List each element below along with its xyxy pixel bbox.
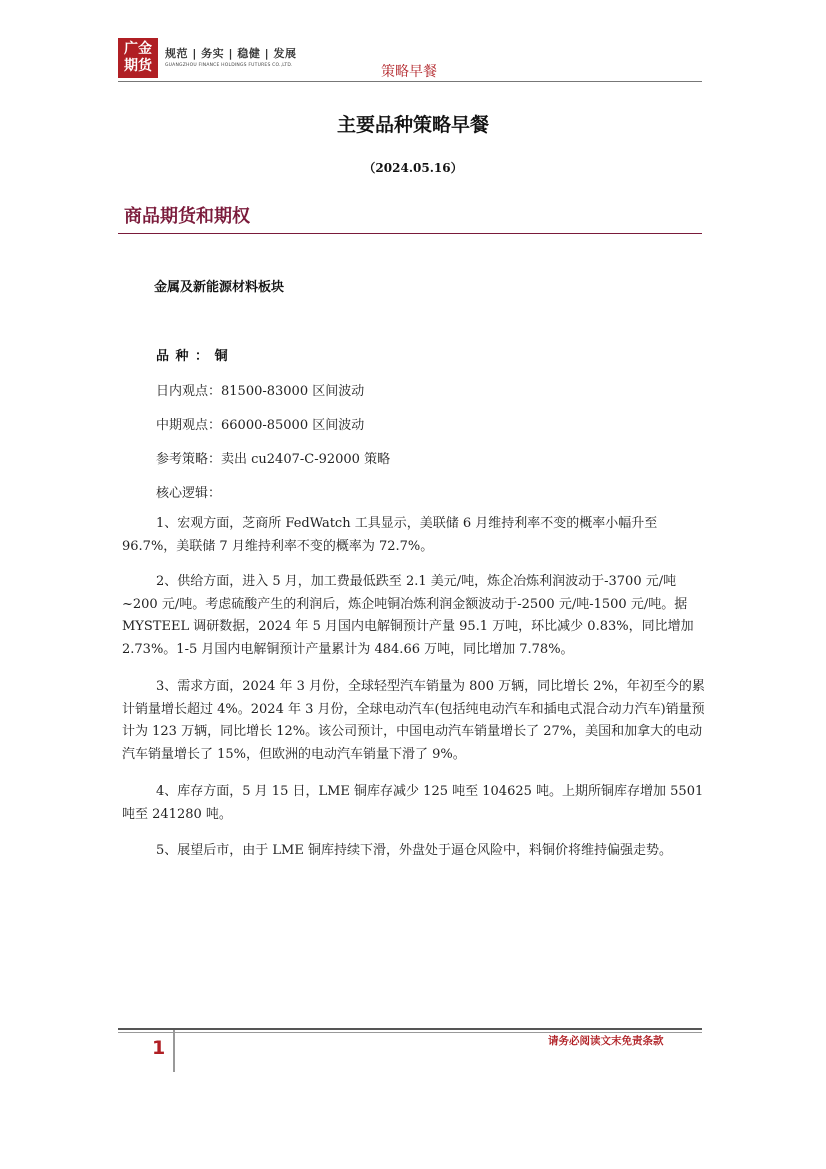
intraday-view: 日内观点：81500-83000 区间波动: [156, 384, 365, 399]
midterm-view: 中期观点：66000-85000 区间波动: [156, 418, 365, 433]
paragraph-inventory: 4、库存方面，5 月 15 日，LME 铜库存减少 125 吨至 104625 吨。上期所铜库存增加 5501 吨至 241280 吨。: [122, 784, 704, 822]
footer-divider: [118, 1028, 702, 1030]
paragraph-supply: 2、供给方面，进入 5 月，加工费最低跌至 2.1 美元/吨，炼企冶炼利润波动于-3700 元/吨~200 元/吨。考虑硫酸产生的利润后，炼企吨铜冶炼利润金额波动于-2500 元/吨-1500 元/吨。据 MYSTEEL 调研数据，2024 年 5 月国内电解铜预计产量 95.1 万吨，环比减少 0.83%，同比增加 2.73%。1-5 月国内电解铜预计产量累计为 484.66 万吨，同比增加 7.78%。: [122, 574, 694, 657]
core-logic-label: 核心逻辑：: [156, 486, 222, 501]
document-title: 主要品种策略早餐: [336, 114, 489, 136]
header-divider: [118, 81, 702, 82]
paragraph-outlook: 5、展望后市，由于 LME 铜库持续下滑，外盘处于逼仓风险中，料铜价将维持偏强走势。: [156, 843, 672, 858]
header-label: 策略早餐: [381, 64, 437, 80]
disclaimer-note: 请务必阅读文末免责条款: [548, 1035, 664, 1047]
section-divider: [118, 233, 702, 234]
logo-line-2: 期货: [124, 58, 152, 74]
paragraph-demand: 3、需求方面，2024 年 3 月份，全球轻型汽车销量为 800 万辆，同比增长 2%，年初至今的累计销量增长超过 4%。2024 年 3 月份，全球电动汽车(包括纯电动汽车和插电式混合动力汽车)销量预计为 123 万辆，同比增长 12%。该公司预计，中国电动汽车销量增长了 27%，美国和加拿大的电动汽车销量增长了 15%，但欧洲的电动汽车销量下滑了 9%。: [122, 679, 705, 762]
company-motto: 规范 | 务实 | 稳健 | 发展: [165, 47, 297, 60]
sector-heading: 金属及新能源材料板块: [154, 280, 285, 295]
company-logo: [118, 38, 158, 78]
section-heading: 商品期货和期权: [124, 206, 250, 227]
variety-label: 品 种 ： 铜: [156, 349, 229, 364]
logo-line-1: 广金: [124, 41, 152, 57]
document-date: （2024.05.16）: [363, 161, 463, 175]
page-number: 1: [152, 1037, 166, 1059]
footer-vertical-rule: [173, 1030, 175, 1072]
company-english-name: GUANGZHOU FINANCE HOLDINGS FUTURES CO.,LTD.: [165, 63, 293, 68]
reference-strategy: 参考策略：卖出 cu2407-C-92000 策略: [156, 452, 391, 467]
paragraph-macro: 1、宏观方面，芝商所 FedWatch 工具显示，美联储 6 月维持利率不变的概率小幅升至 96.7%，美联储 7 月维持利率不变的概率为 72.7%。: [122, 516, 658, 554]
